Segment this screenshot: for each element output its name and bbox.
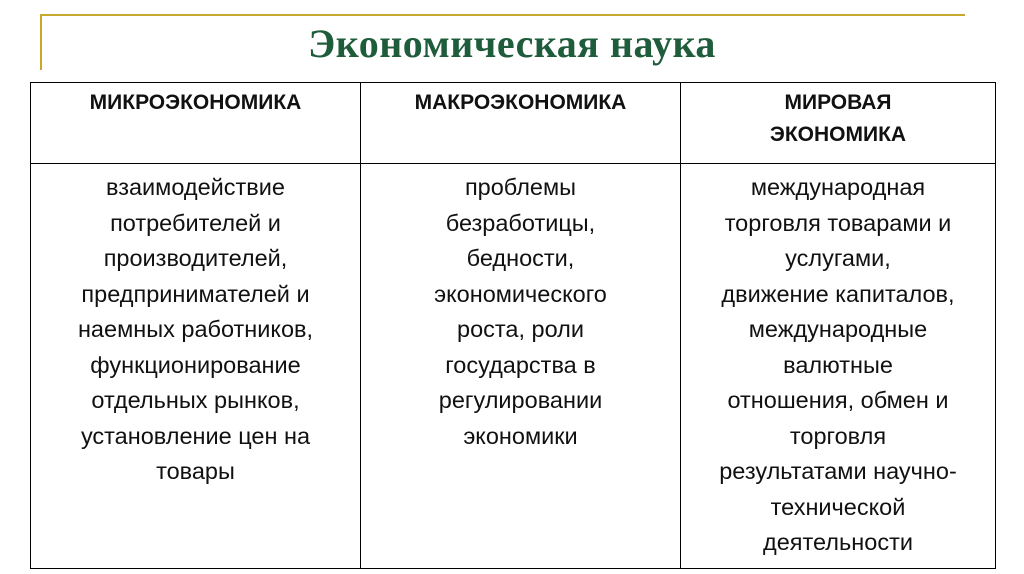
cell-line: услугами,	[785, 245, 891, 271]
cell-line: отдельных рынков,	[91, 387, 300, 413]
cell-line: экономики	[463, 422, 578, 449]
cell-line: экономического	[434, 280, 607, 307]
header-world-economy	[681, 83, 996, 164]
cell-line: торговля товарами и	[724, 209, 952, 236]
header-line: МИРОВАЯ	[784, 91, 892, 114]
header-macroeconomics	[361, 83, 681, 164]
cell-line: безработицы,	[445, 209, 596, 236]
cell-line: потребителей и	[110, 209, 281, 236]
header-row	[31, 83, 996, 164]
cell-line: проблемы	[464, 174, 577, 200]
cell-line: взаимодействие	[105, 174, 285, 200]
cell-microeconomics	[31, 164, 361, 569]
content-row	[31, 164, 996, 569]
cell-line: результатами научно-	[719, 458, 957, 484]
cell-line: роста, роли	[457, 316, 584, 342]
cell-line: международная	[750, 174, 926, 200]
cell-line: наемных работников,	[77, 316, 314, 342]
slide-title: Экономическая наука	[308, 21, 716, 66]
cell-line: международные	[748, 316, 928, 342]
cell-line: установление цен на	[80, 422, 311, 449]
header-microeconomics	[31, 83, 361, 164]
header-line: ЭКОНОМИКА	[769, 123, 907, 146]
cell-world-economy	[681, 164, 996, 569]
header-line: МИКРОЭКОНОМИКА	[89, 91, 302, 114]
cell-line: регулировании	[438, 387, 603, 413]
cell-line: торговля	[789, 422, 887, 449]
cell-line: товары	[156, 458, 235, 484]
header-line: МАКРОЭКОНОМИКА	[414, 91, 627, 114]
cell-line: бедности,	[466, 245, 575, 271]
cell-line: производителей,	[103, 245, 288, 271]
cell-macroeconomics	[361, 164, 681, 569]
comparison-table	[30, 82, 996, 569]
cell-line: движение капиталов,	[721, 280, 955, 307]
cell-line: функционирование	[90, 351, 301, 378]
cell-line: технической	[770, 493, 906, 520]
cell-line: предпринимателей и	[81, 280, 310, 307]
cell-line: валютные	[783, 351, 893, 378]
cell-line: отношения, обмен и	[727, 387, 949, 413]
cell-line: деятельности	[763, 529, 913, 555]
cell-line: государства в	[445, 351, 596, 378]
